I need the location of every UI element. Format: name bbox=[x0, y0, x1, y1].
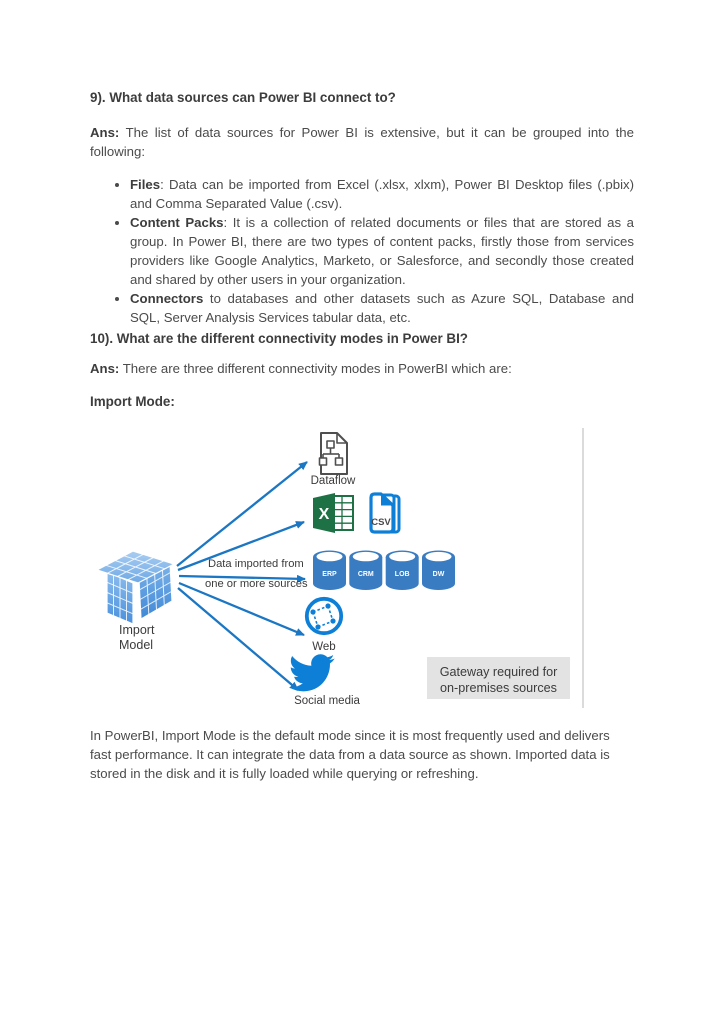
ans-label: Ans: bbox=[90, 361, 120, 376]
import-model-label-line1: Import bbox=[119, 623, 155, 637]
ans-text: The list of data sources for Power BI is extensive, but it can be grouped into the following: bbox=[90, 125, 634, 159]
gateway-label-line2: on-premises sources bbox=[440, 681, 557, 695]
question-9-heading: 9). What data sources can Power BI connect to? bbox=[90, 90, 396, 105]
list-item-files bbox=[130, 175, 634, 213]
list-item-connectors bbox=[130, 289, 634, 327]
csv-label: CSV bbox=[371, 517, 391, 528]
import-model-cube-icon bbox=[97, 551, 174, 624]
bullet-lead: Content Packs bbox=[130, 215, 224, 230]
bullet-text: to databases and other datasets such as Azure SQL, Database and SQL, Server Analysis Services tabular data, etc. bbox=[130, 291, 634, 325]
answer-9-paragraph bbox=[90, 123, 634, 161]
import-mode-heading: Import Mode: bbox=[90, 394, 175, 409]
data-sources-list bbox=[90, 175, 634, 327]
database-cylinder-icon bbox=[313, 551, 346, 591]
arrow-to-dataflow bbox=[177, 462, 307, 566]
excel-icon bbox=[313, 493, 353, 533]
web-label: Web bbox=[312, 641, 336, 653]
ans-text: There are three different connectivity modes in PowerBI which are: bbox=[122, 361, 512, 376]
csv-icon bbox=[371, 494, 399, 532]
database-label: DW bbox=[432, 571, 445, 578]
bullet-text: : Data can be imported from Excel (.xlsx, xlxm), Power BI Desktop files (.pbix) and Comma Separated Value (.csv). bbox=[130, 177, 634, 211]
gateway-label-line1: Gateway required for bbox=[439, 665, 558, 679]
database-cylinder-icon bbox=[349, 551, 382, 591]
database-label: LOB bbox=[394, 571, 410, 578]
list-item-content-packs bbox=[130, 213, 634, 289]
database-label: ERP bbox=[322, 571, 337, 578]
web-globe-icon bbox=[307, 599, 341, 633]
database-cylinder-icon bbox=[422, 551, 455, 591]
dataflow-icon bbox=[320, 433, 348, 474]
arrow-to-social bbox=[178, 588, 298, 690]
arrow-label-line2: one or more sources bbox=[205, 578, 308, 590]
database-cylinder-icon bbox=[386, 551, 419, 591]
excel-letter: X bbox=[318, 506, 330, 523]
arrow-label-line1: Data imported from bbox=[208, 558, 304, 570]
bullet-lead: Files bbox=[130, 177, 161, 192]
dataflow-label: Dataflow bbox=[310, 475, 356, 487]
database-cylinders bbox=[313, 551, 455, 591]
bullet-text: : It is a collection of related documents or files that are stored as a group. In Power BI, there are two types of content packs, firstly those from services providers like Google Analytics, Marketo, or Salesforce, and secondly those created and shared by other users in your organization. bbox=[130, 215, 634, 287]
import-mode-diagram bbox=[85, 420, 645, 716]
twitter-icon bbox=[289, 654, 335, 691]
arrows bbox=[177, 462, 307, 690]
ans-label: Ans: bbox=[90, 125, 120, 140]
import-model-label-line2: Model bbox=[119, 638, 154, 652]
social-media-label: Social media bbox=[294, 695, 360, 707]
arrow-to-web bbox=[179, 583, 304, 635]
database-label: CRM bbox=[357, 571, 374, 578]
question-10-heading: 10). What are the different connectivity modes in Power BI? bbox=[90, 331, 468, 346]
gateway-note-box bbox=[427, 657, 570, 699]
answer-10-paragraph bbox=[90, 359, 634, 378]
closing-paragraph: In PowerBI, Import Mode is the default mode since it is most frequently used and delivers fast performance. It can integrate the data from a data source as shown. Imported data is stored in the disk and it is fully loaded while querying or refreshing. bbox=[90, 728, 610, 781]
bullet-lead: Connectors bbox=[130, 291, 204, 306]
